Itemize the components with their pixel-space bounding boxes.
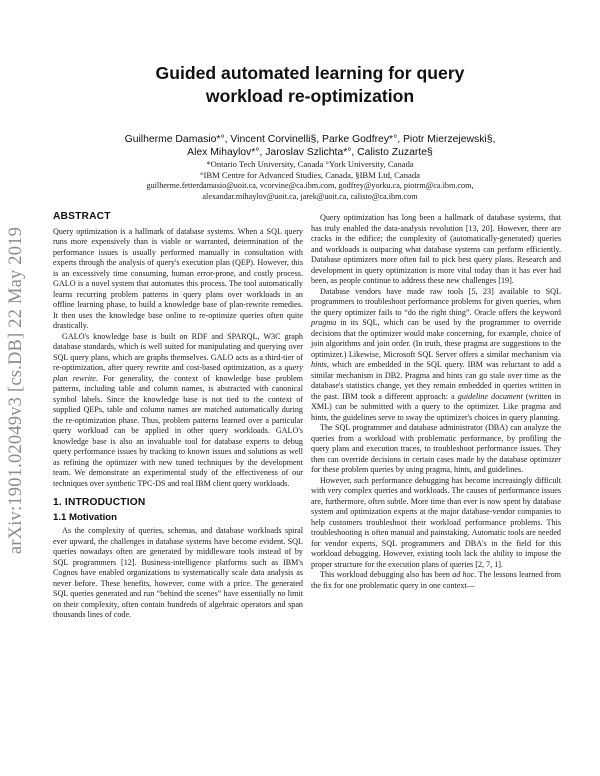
motivation-paragraph-1: As the complexity of queries, schemas, and database workloads spiral ever upward, the challenges in database systems have become evident. SQL queries nowadays often are generated by middleware tools instead of by SQL programmers [12]. Business-intelligence platforms such as IBM's Cognos have enabled organizations to systematically scale data analysis as never before. These benefits, however, come with a price. The generated SQL queries generated and run “behind the scenes” have essentially no limit on their complexity, often contain hundreds of algebraic operators and span thousands lines of code. <box>53 526 303 619</box>
body-paragraph-1: Query optimization has long been a hallmark of database systems, that has truly enabled the data-analysis revolution [13, 20]. However, there are cracks in the edifice; the complexity of (automatically-generated) queries and workloads is outpacing what database systems can perform efficiently. Database optimizers more often fail to pick best query plans. Research and development in query optimization is more vital today than it has ever had been, as people continue to address these new challenges [19]. <box>311 213 561 285</box>
body-paragraph-5: This workload debugging also has been ad hoc. The lessons learned from the fix for one problematic query in one context— <box>311 570 561 590</box>
left-column <box>53 212 303 621</box>
introduction-heading: 1. INTRODUCTION <box>53 497 146 508</box>
arxiv-identifier: arXiv:1901.02049v3 [cs.DB] 22 May 2019 <box>6 226 27 554</box>
emphasis-hints: hints <box>311 360 327 369</box>
title-line-1: Guided automated learning for query <box>155 63 465 83</box>
body-paragraph-4: However, such performance debugging has become increasingly difficult with very complex queries and workloads. The causes of performance issues are, furthermore, often subtle. More time than ever is now spent by database system and optimization experts at the major database-vendor companies to help customers troubleshoot their workload performance problems. This troubleshooting is often manual and painstaking. Automatic tools are needed for vendor experts, SQL programmers and DBA's in the field for this workload debugging. However, existing tools lack the ability to impose the proper structure for the execution plans of queries [2, 7, 1]. <box>311 475 561 569</box>
email-line-1: guilherme.fetterdamasio@uoit.ca, vcorvine@ca.ibm.com, godfrey@yorku.ca, piotrm@ca.ibm.com, <box>146 181 474 190</box>
emphasis-guideline-document: guideline document <box>457 391 523 401</box>
authors-line-1: Guilherme Damasio*°, Vincent Corvinelli§, Parke Godfrey*°, Piotr Mierzejewski§, <box>124 134 496 145</box>
title-line-2: workload re-optimization <box>205 86 415 106</box>
affiliation-line-2: °IBM Centre for Advanced Studies, Canada, §IBM Ltd, Canada <box>200 170 420 180</box>
right-column <box>311 213 561 591</box>
emphasis-pragma: pragma <box>311 318 337 327</box>
emphasis-query-plan-rewrite: query plan rewrite <box>53 363 303 383</box>
abstract-paragraph-2: GALO's knowledge base is built on RDF and SPARQL, W3C graph database standards, which is well suited for manipulating and querying over SQL query plans, which are graphs themselves. GALO acts as a third-tier of re-optimization, after query rewrite and cost-based optimization, as a query plan rewrite. For generality, the context of knowledge base problem patterns, including table and column names, is abstracted with canonical symbol labels. Since the knowledge base is not tied to the context of supplied QEPs, table and column names are matched automatically during the re-optimization phase. Thus, problem patterns learned over a particular query workload can be applied in other query workloads. GALO's knowledge base is also an invaluable tool for database experts to debug query performance issues by tracking to known issues and solutions as well as refining the optimizer with new tuned techniques by the development team. We demonstrate an experimental study of the effectiveness of our techniques over synthetic TPC-DS and real IBM client query workloads. <box>53 331 303 488</box>
arxiv-sidebar <box>2 200 32 580</box>
abstract-heading: ABSTRACT <box>53 211 111 222</box>
email-line-2: alexandar.mihaylov@uoit.ca, jarek@uoit.ca, calisto@ca.ibm.com <box>202 192 418 201</box>
abstract-paragraph-1: Query optimization is a hallmark of database systems. When a SQL query runs more expensively than is viable or warranted, determination of the performance issues is usually performed manually in consultation with experts through the analysis of query's execution plan (QEP). However, this is an excessively time consuming, human error-prone, and costly process. GALO is a novel system that automates this process. The tool automatically learns recurring problem patterns in query plans over workloads in an offline learning phase, to build a knowledge base of plan-rewrite remedies. It then uses the knowledge base online to re-optimize queries often quite drastically. <box>53 226 303 330</box>
motivation-heading: 1.1 Motivation <box>53 511 117 523</box>
affiliation-line-1: *Ontario Tech University, Canada °York University, Canada <box>206 159 414 169</box>
authors-line-2: Alex Mihaylov*°, Jaroslav Szlichta*°, Calisto Zuzarte§ <box>187 147 433 158</box>
author-list <box>60 133 560 159</box>
emphasis-ad-hoc: ad hoc <box>452 570 475 579</box>
author-emails <box>60 180 560 202</box>
paper-title <box>60 62 560 108</box>
affiliations <box>60 159 560 181</box>
body-paragraph-2: Database vendors have made raw tools [5, 23] available to SQL programmers to troubleshoot performance problems for given queries, when the query optimizer fails to “do the right thing”. Oracle offers the keyword pragma in its SQL, which can be used by the programmer to override decisions that the optimizer would make concerning, for example, choice of join algorithms and join order. (In truth, these pragma are suggestions to the optimizer.) Likewise, Microsoft SQL Server offers a similar mechanism via hints, which are embedded in the SQL query. IBM was reluctant to add a similar mechanism in DB2. Pragma and hints can go stale over time as the database's statistics change, yet they remain embedded in queries written in the past. IBM took a different approach: a guideline document (written in XML) can be submitted with a query to the optimizer. Like pragma and hints, the guidelines serve to sway the optimizer's choices in query planning. <box>311 286 561 422</box>
body-paragraph-3: The SQL programmer and database administrator (DBA) can analyze the queries from a workload with problematic performance, by profiling the query plans and execution traces, to troubleshoot performance issues. They then can override decisions in certain cases made by the database optimizer for these problem queries by using pragma, hints, and guidelines. <box>311 423 561 474</box>
